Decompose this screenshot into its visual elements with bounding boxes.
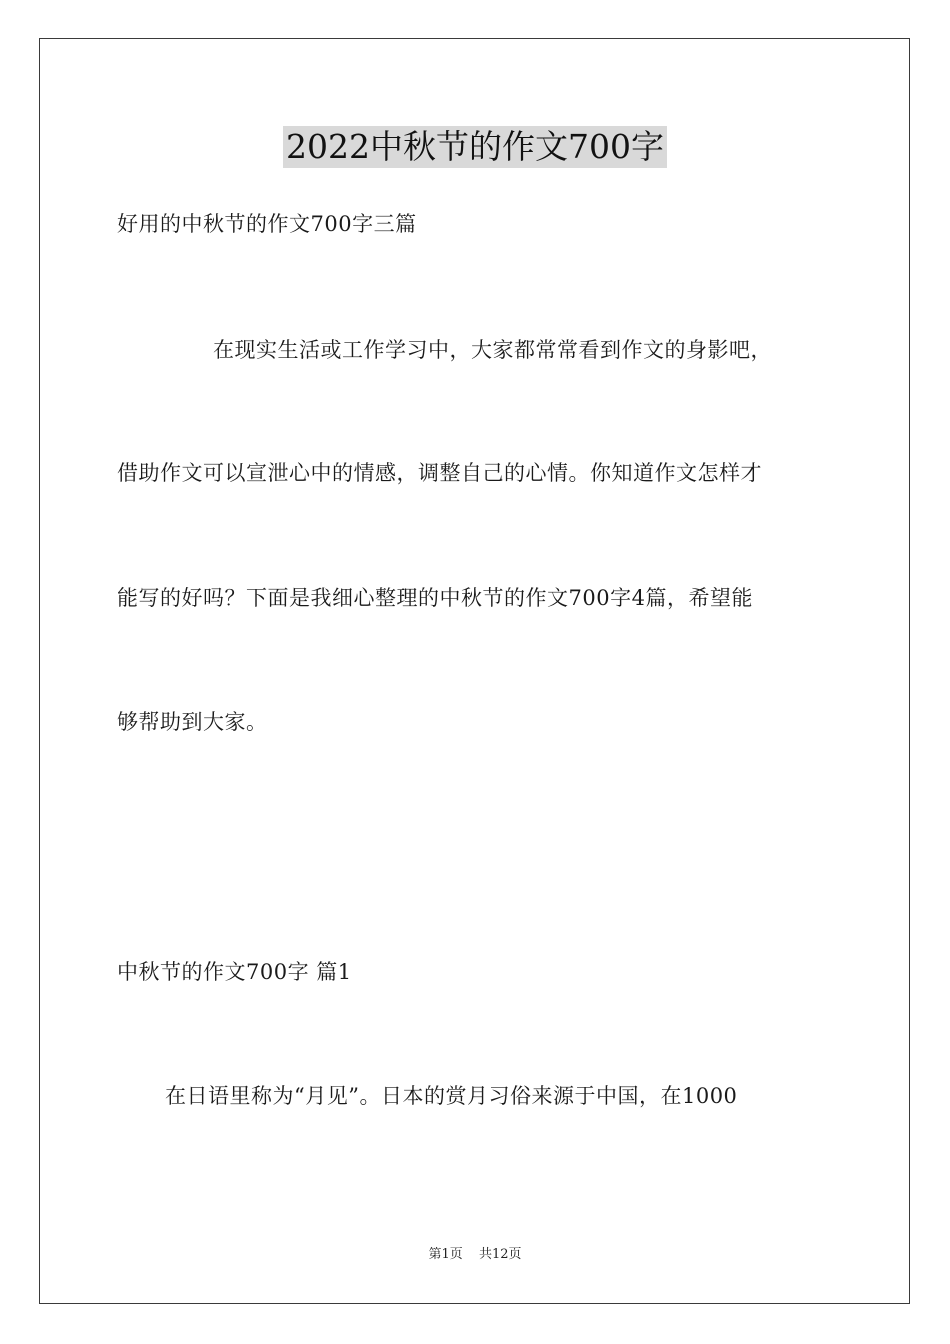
document-title: 2022中秋节的作文700字 [283, 126, 667, 168]
intro-line-2: 借助作文可以宣泄心中的情感，调整自己的心情。你知道作文怎样才 [117, 461, 762, 485]
intro-line-4: 够帮助到大家。 [117, 710, 268, 734]
page-number-current: 第1页 [428, 1247, 463, 1262]
document-subtitle: 好用的中秋节的作文700字三篇 [117, 212, 417, 236]
intro-line-1: 在现实生活或工作学习中，大家都常常看到作文的身影吧， [213, 338, 772, 362]
page-number-total: 共12页 [478, 1247, 522, 1262]
section-first-line: 在日语里称为“月见”。日本的赏月习俗来源于中国，在1000 [165, 1084, 738, 1108]
title-container [0, 126, 950, 168]
intro-line-3: 能写的好吗？下面是我细心整理的中秋节的作文700字4篇，希望能 [117, 586, 753, 610]
page-footer [0, 1246, 950, 1264]
section-heading: 中秋节的作文700字 篇1 [117, 960, 352, 984]
